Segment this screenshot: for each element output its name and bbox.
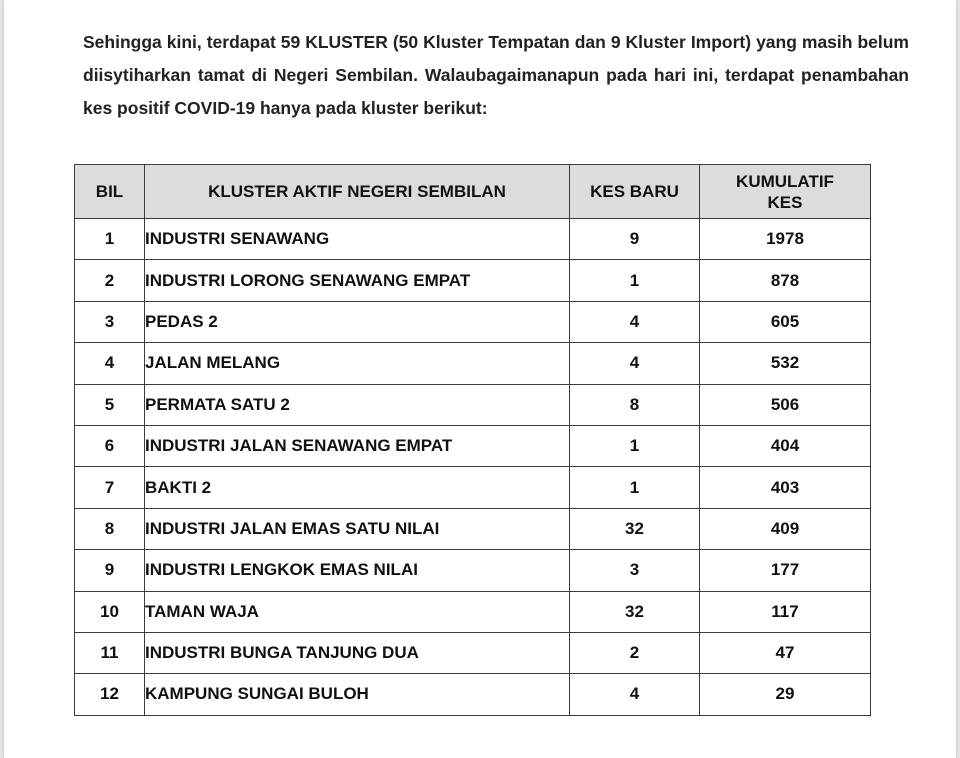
table-row [75,384,871,425]
header-row [75,165,871,219]
table-row [75,301,871,342]
cell-new-cases: 32 [570,508,700,549]
cell-new-cases: 2 [570,632,700,673]
cell-cluster-name: INDUSTRI SENAWANG [145,219,570,260]
cell-bil: 11 [75,632,145,673]
cell-bil: 10 [75,591,145,632]
header-cumulative-line1: KUMULATIF [736,171,834,191]
table-body [75,219,871,716]
cell-cumulative: 409 [700,508,871,549]
table-row [75,550,871,591]
cell-bil: 7 [75,467,145,508]
cell-cumulative: 117 [700,591,871,632]
cell-bil: 4 [75,343,145,384]
cell-new-cases: 9 [570,219,700,260]
table-row [75,467,871,508]
cell-cumulative: 506 [700,384,871,425]
cell-cluster-name: INDUSTRI JALAN SENAWANG EMPAT [145,425,570,466]
cell-new-cases: 4 [570,674,700,715]
cell-cluster-name: JALAN MELANG [145,343,570,384]
cell-cumulative: 532 [700,343,871,384]
cell-new-cases: 32 [570,591,700,632]
table-row [75,674,871,715]
cell-cluster-name: INDUSTRI LENGKOK EMAS NILAI [145,550,570,591]
cell-cumulative: 404 [700,425,871,466]
cell-bil: 2 [75,260,145,301]
cell-new-cases: 8 [570,384,700,425]
cell-bil: 9 [75,550,145,591]
header-bil: BIL [75,165,145,219]
cell-cluster-name: KAMPUNG SUNGAI BULOH [145,674,570,715]
cell-cluster-name: INDUSTRI JALAN EMAS SATU NILAI [145,508,570,549]
cell-cumulative: 47 [700,632,871,673]
header-cluster-name: KLUSTER AKTIF NEGERI SEMBILAN [145,165,570,219]
table-row [75,591,871,632]
cell-new-cases: 4 [570,343,700,384]
cell-new-cases: 3 [570,550,700,591]
header-new-cases: KES BARU [570,165,700,219]
header-cumulative-line2: KES [767,192,803,212]
cell-cumulative: 29 [700,674,871,715]
cell-new-cases: 4 [570,301,700,342]
table-row [75,632,871,673]
cell-bil: 6 [75,425,145,466]
table-row [75,343,871,384]
cell-cluster-name: PEDAS 2 [145,301,570,342]
cell-cluster-name: INDUSTRI BUNGA TANJUNG DUA [145,632,570,673]
table-row [75,508,871,549]
cell-bil: 3 [75,301,145,342]
cell-cluster-name: TAMAN WAJA [145,591,570,632]
cell-cumulative: 878 [700,260,871,301]
cell-new-cases: 1 [570,425,700,466]
cell-bil: 5 [75,384,145,425]
document-page [4,0,956,758]
cluster-table [74,164,871,716]
cell-cluster-name: INDUSTRI LORONG SENAWANG EMPAT [145,260,570,301]
table-row [75,260,871,301]
cell-cumulative: 403 [700,467,871,508]
cell-cluster-name: PERMATA SATU 2 [145,384,570,425]
cell-bil: 8 [75,508,145,549]
cell-cumulative: 1978 [700,219,871,260]
table-row [75,219,871,260]
cell-cumulative: 605 [700,301,871,342]
cell-cluster-name: BAKTI 2 [145,467,570,508]
header-cumulative [700,165,871,219]
cell-bil: 12 [75,674,145,715]
cell-bil: 1 [75,219,145,260]
table-row [75,425,871,466]
cell-new-cases: 1 [570,467,700,508]
table-header [75,165,871,219]
cell-new-cases: 1 [570,260,700,301]
cell-cumulative: 177 [700,550,871,591]
intro-paragraph: Sehingga kini, terdapat 59 KLUSTER (50 Kluster Tempatan dan 9 Kluster Import) yang masih belum diisytiharkan tamat di Negeri Sembilan. Walaubagaimanapun pada hari ini, terdapat penambahan kes positif COVID-19 hanya pada kluster berikut: [83,32,909,118]
